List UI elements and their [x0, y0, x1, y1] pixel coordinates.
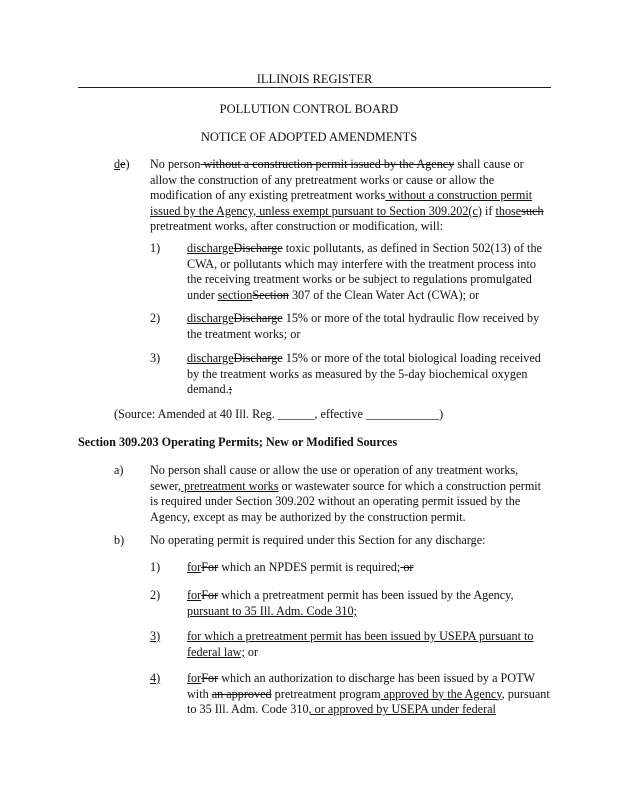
item-d3-text: dischargeDischarge 15% or more of the total biological loading received by the treatment works as measured by the 5-day biochemical oxygen demand.; [187, 351, 541, 397]
item-d2-label: 2) [150, 311, 161, 325]
subsection-d-text: No person without a construction permit issued by the Agency shall cause or allow the construction of any pretreatment works or cause or allow the modification of any existing pretreatment works without a construction permit issued by the Agency, unless exempt pursuant to Section 309.202(c) if thosesuch pretreatment works, after construction or modification, will: [150, 157, 544, 234]
subsection-a-text: No person shall cause or allow the use or operation of any treatment works, sewer, pretreatment works or wastewater source for which a construction permit is required under Section 309.202 without an operating permit issued by the Agency, except as may be authorized by the construction permit. [150, 463, 542, 524]
item-b3-label: 3) [150, 629, 161, 643]
item-d1-text: dischargeDischarge toxic pollutants, as defined in Section 502(13) of the CWA, or pollutants which may interfere with the treatment process into the receiving treatment works or be subject to regulations promulgated under sectionSection 307 of the Clean Water Act (CWA); or [187, 241, 542, 302]
item-b4-label: 4) [150, 671, 161, 685]
subsection-b-label: b) [114, 533, 125, 547]
item-b4-text: forFor which an authorization to discharge has been issued by a POTW with an approved pretreatment program approved by the Agency, pursuant to 35 Ill. Adm. Code 310, or approved by USEPA under federal [187, 671, 550, 717]
notice-title: NOTICE OF ADOPTED AMENDMENTS [200, 130, 418, 144]
item-b3-text: for which a pretreatment permit has been issued by USEPA pursuant to federal law; or [187, 629, 534, 659]
source-note: (Source: Amended at 40 Ill. Reg. ______, effective ____________) [114, 407, 444, 421]
item-b2-text: forFor which a pretreatment permit has been issued by the Agency, pursuant to 35 Ill. Adm. Code 310; [187, 588, 514, 618]
subsection-a-label: a) [114, 463, 124, 477]
register-title: ILLINOIS REGISTER [256, 72, 373, 86]
section-309-203-heading: Section 309.203 Operating Permits; New or Modified Sources [78, 435, 398, 449]
subsection-d-label: de) [114, 157, 130, 171]
subsection-b-text: No operating permit is required under this Section for any discharge: [150, 533, 486, 547]
item-d1-label: 1) [150, 241, 161, 255]
item-b2-label: 2) [150, 588, 161, 602]
item-d3-label: 3) [150, 351, 161, 365]
header-rule [78, 87, 551, 88]
item-b1-text: forFor which an NPDES permit is required; or [187, 560, 414, 574]
item-b1-label: 1) [150, 560, 161, 574]
board-title: POLLUTION CONTROL BOARD [219, 102, 399, 116]
item-d2-text: dischargeDischarge 15% or more of the total hydraulic flow received by the treatment works; or [187, 311, 540, 341]
